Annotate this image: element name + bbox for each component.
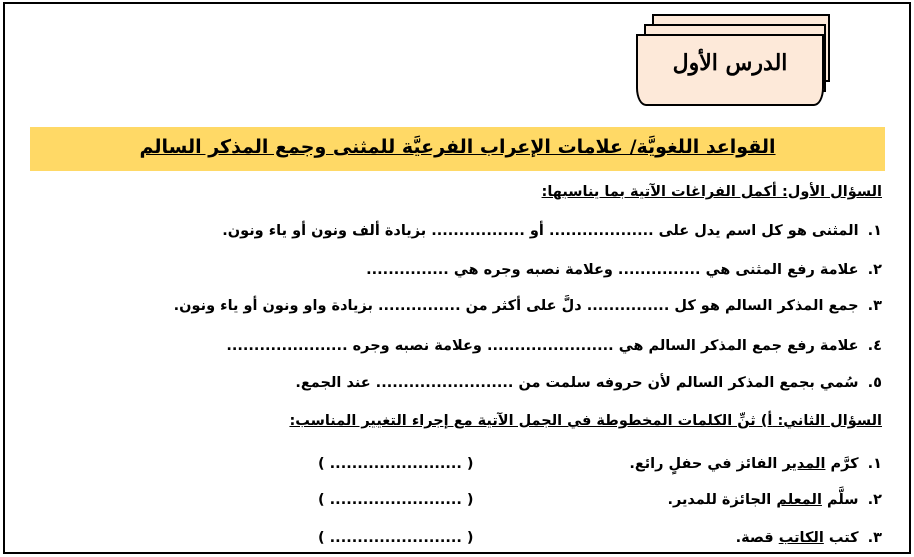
q1-item-number: ٣. — [867, 298, 882, 314]
question1-label: السؤال الأول: — [781, 184, 882, 200]
question1-instruction: أكمل الفراغات الآتية بما يناسبها: — [541, 184, 777, 200]
q1-item-text: سُمي بجمع المذكر السالم لأن حروفه سلمت من ......................... عند الجمع. — [295, 375, 859, 391]
q1-item-text: علامة رفع المثنى هي ............... وعلامة نصبه وجره هي ............... — [366, 262, 859, 278]
lesson-title-card — [636, 14, 836, 114]
q1-item-text: علامة رفع جمع المذكر السالم هي ....................... وعلامة نصبه وجره ...................... — [226, 338, 859, 354]
q1-item-number: ٥. — [867, 375, 882, 391]
q1-item-1 — [222, 223, 882, 239]
question2-label: السؤال الثاني: — [777, 413, 882, 429]
q2-item-3 — [736, 530, 882, 546]
q2-item-underlined-word: الكاتب — [778, 530, 824, 546]
banner-title: القواعد اللغويَّة/ علامات الإعراب الفرعيَّة للمثنى وجمع المذكر السالم — [139, 136, 776, 158]
q2-item-1 — [629, 456, 882, 472]
q2-item-2 — [667, 492, 882, 508]
card-layer-front — [636, 34, 824, 106]
q2-item-after: الجائزة للمدير. — [667, 492, 777, 508]
q2-item-after: قصة. — [735, 530, 779, 546]
q1-item-text: المثنى هو كل اسم يدل على ................... أو ................. بزيادة ألف ونون أو ياء ونون. — [222, 223, 859, 239]
q2-item-underlined-word: المعلم — [776, 492, 822, 508]
q2-answer-blank-3[interactable]: ( ........................ ) — [318, 530, 474, 546]
topic-banner — [30, 127, 885, 171]
q2-item-underlined-word: المدير — [782, 456, 826, 472]
question2-heading — [289, 413, 882, 429]
q2-item-before: سلَّم — [821, 492, 859, 508]
q1-item-number: ٢. — [867, 262, 882, 278]
question2-instruction: أ) ثنِّ الكلمات المخطوطة في الجمل الآتية مع إجراء التغيير المناسب: — [289, 413, 773, 429]
q2-item-number: ٢. — [867, 492, 882, 508]
q1-item-5 — [295, 375, 882, 391]
q2-item-before: كتب — [823, 530, 859, 546]
q2-item-number: ٣. — [867, 530, 882, 546]
lesson-title: الدرس الأول — [672, 50, 788, 76]
q1-item-2 — [366, 262, 882, 278]
q2-item-number: ١. — [867, 456, 882, 472]
q1-item-4 — [226, 338, 882, 354]
q1-item-text: جمع المذكر السالم هو كل ............... دلَّ على أكثر من ............... بزيادة واو ونون أو ياء ونون. — [173, 298, 859, 314]
q1-item-number: ٤. — [867, 338, 882, 354]
q2-item-after: الفائز في حفلٍ رائع. — [629, 456, 783, 472]
q1-item-3 — [174, 298, 882, 314]
q2-answer-blank-2[interactable]: ( ........................ ) — [318, 492, 474, 508]
q2-item-before: كرَّم — [825, 456, 859, 472]
q2-answer-blank-1[interactable]: ( ........................ ) — [318, 456, 474, 472]
q1-item-number: ١. — [867, 223, 882, 239]
question1-heading — [542, 184, 882, 200]
